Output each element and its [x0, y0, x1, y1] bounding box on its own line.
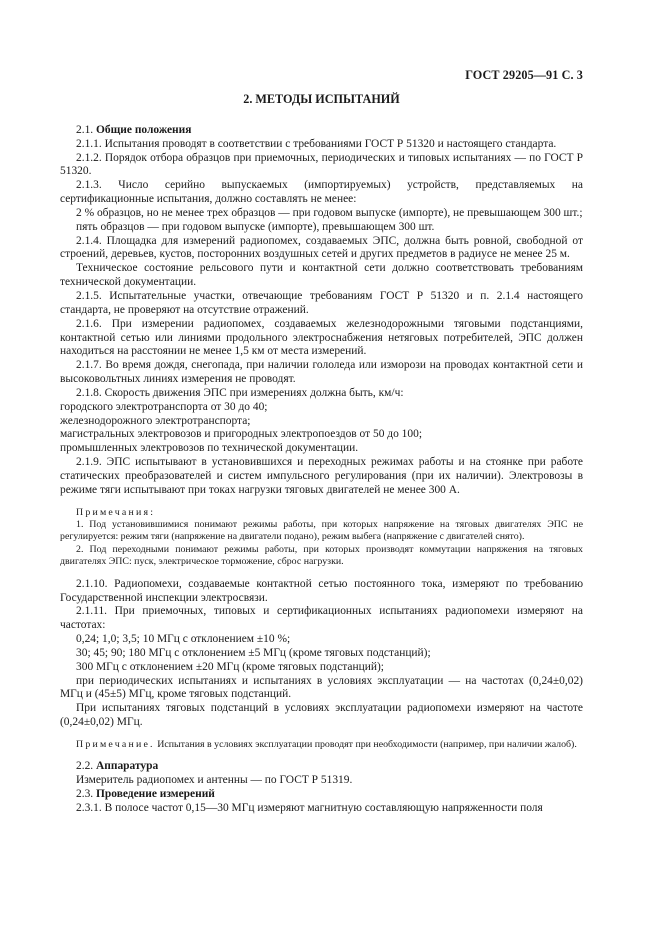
paragraph-2-1-4-b: Техническое состояние рельсового пути и контактной сети должно соответствовать требованиям технической документации. [60, 262, 583, 289]
spacer [60, 751, 583, 760]
section-title: 2. МЕТОДЫ ИСПЫТАНИЙ [243, 92, 400, 106]
subsection-title: Аппаратура [96, 760, 159, 773]
paragraph-2-3-1: 2.3.1. В полосе частот 0,15—30 МГц измеряют магнитную составляющую напряженности поля [76, 801, 543, 814]
spacer [60, 569, 583, 578]
note-3-text: Испытания в условиях эксплуатации проводят при необходимости (например, при наличии жалоб). [157, 738, 577, 750]
paragraph-2-1-5: 2.1.5. Испытательные участки, отвечающие требованиям ГОСТ Р 51320 и п. 2.1.4 настоящего стандарта, не проверяют на отсутствие отражений. [60, 289, 583, 316]
paragraph-2-1-11: 2.1.11. При приемочных, типовых и сертификационных испытаниях радиопомехи измеряют на частотах: [60, 605, 583, 632]
paragraph-2-1-11-a: 0,24; 1,0; 3,5; 10 МГц с отклонением ±10 %; [76, 633, 291, 646]
paragraph-2-1-8-a: городского электротранспорта от 30 до 40; [60, 400, 268, 413]
paragraph-2-1-8-d: промышленных электровозов по технической документации. [60, 442, 359, 455]
paragraph-2-1-6: 2.1.6. При измерении радиопомех, создаваемых железнодорожными тяговыми подстанциями, контактной сетью или линиями продольного электроснабжения нетяговых потребителей, ЭПС должен находиться на расстоянии не менее 1,5 км от места измерений. [60, 317, 583, 358]
spacer [60, 730, 583, 739]
paragraph-2-1-8-b: железнодорожного электротранспорта; [60, 414, 251, 427]
subsection-title: Проведение измерений [96, 788, 215, 801]
paragraph-2-1-7: 2.1.7. Во время дождя, снегопада, при наличии гололеда или изморози на проводах контактной сети и высоковольтных линиях измерения не проводят. [60, 359, 583, 386]
paragraph-2-1-8-c: магистральных электровозов и пригородных электропоездов от 50 до 100; [60, 428, 423, 441]
notes-title: Примечания: [76, 506, 156, 518]
paragraph-2-1-4: 2.1.4. Площадка для измерений радиопомех, создаваемых ЭПС, должна быть ровной, свободной от строений, деревьев, кустов, посторонних воздушных сетей и других предметов в радиусе не менее 25 м. [60, 234, 583, 261]
subsection-heading-2-3 [60, 788, 583, 802]
paragraph-2-1-8: 2.1.8. Скорость движения ЭПС при измерениях должна быть, км/ч: [76, 386, 404, 399]
paragraph-2-1-3: 2.1.3. Число серийно выпускаемых (импортируемых) устройств, представляемых на сертификационные испытания, должно составлять не менее: [60, 179, 583, 206]
paragraph-2-2: Измеритель радиопомех и антенны — по ГОСТ Р 51319. [76, 774, 353, 787]
paragraph-2-1-2: 2.1.2. Порядок отбора образцов при приемочных, периодических и типовых испытаниях — по ГОСТ Р 51320. [60, 151, 583, 178]
spacer [60, 498, 583, 507]
page-header: ГОСТ 29205—91 С. 3 [465, 68, 583, 82]
note-3-label: Примечание. [76, 738, 155, 750]
paragraph-2-1-3-b: пять образцов — при годовом выпуске (импорте), превышающем 300 шт. [76, 220, 435, 233]
subsection-heading-2-2 [60, 760, 583, 774]
paragraph-2-1-11-e: При испытаниях тяговых подстанций в условиях эксплуатации радиопомехи измеряют на частоте (0,24±0,02) МГц. [60, 702, 583, 729]
subsection-heading-2-1 [60, 124, 583, 138]
note-3 [60, 739, 583, 751]
paragraph-2-1-11-d: при периодических испытаниях и испытаниях в условиях эксплуатации — на частотах (0,24±0,02) МГц и (45±5) МГц, кроме тяговых подстанций. [60, 674, 583, 701]
paragraph-2-1-11-c: 300 МГц с отклонением ±20 МГц (кроме тяговых подстанций); [76, 660, 384, 673]
subsection-number: 2.2. [76, 760, 94, 773]
note-1: 1. Под установившимися понимают режимы работы, при которых напряжение на тяговых двигателях ЭПС не регулируется: режим тяги (напряжение на двигатели подано), режим выбега (напряжение с двигателей снято). [60, 519, 583, 543]
subsection-title: Общие положения [96, 123, 192, 136]
page-content [60, 93, 583, 816]
paragraph-2-1-10: 2.1.10. Радиопомехи, создаваемые контактной сетью постоянного тока, измеряют по требованию Государственной инспекции электросвязи. [60, 577, 583, 604]
notes-block [60, 507, 583, 569]
subsection-number: 2.3. [76, 788, 94, 801]
paragraph-2-1-9: 2.1.9. ЭПС испытывают в установившихся и переходных режимах работы и на стоянке при работе статических преобразователей и систем импульсного регулирования (при их наличии). Электровозы в режиме тяги испытывают при токах нагрузки тяговых двигателей не менее 300 А. [60, 456, 583, 496]
paragraph-2-1-3-a: 2 % образцов, но не менее трех образцов — при годовом выпуске (импорте), не превышающем 300 шт.; [76, 206, 583, 219]
paragraph-2-1-11-b: 30; 45; 90; 180 МГц с отклонением ±5 МГц (кроме тяговых подстанций); [76, 646, 431, 659]
note-2: 2. Под переходными понимают режимы работы, при которых производят коммутации напряжения на тяговых двигателях ЭПС: пуск, электрическое торможение, сброс нагрузки. [60, 543, 583, 568]
note-block-2 [60, 739, 583, 751]
subsection-number: 2.1. [76, 123, 94, 136]
paragraph-2-1-1: 2.1.1. Испытания проводят в соответствии с требованиями ГОСТ Р 51320 и настоящего стандарта. [76, 137, 557, 150]
